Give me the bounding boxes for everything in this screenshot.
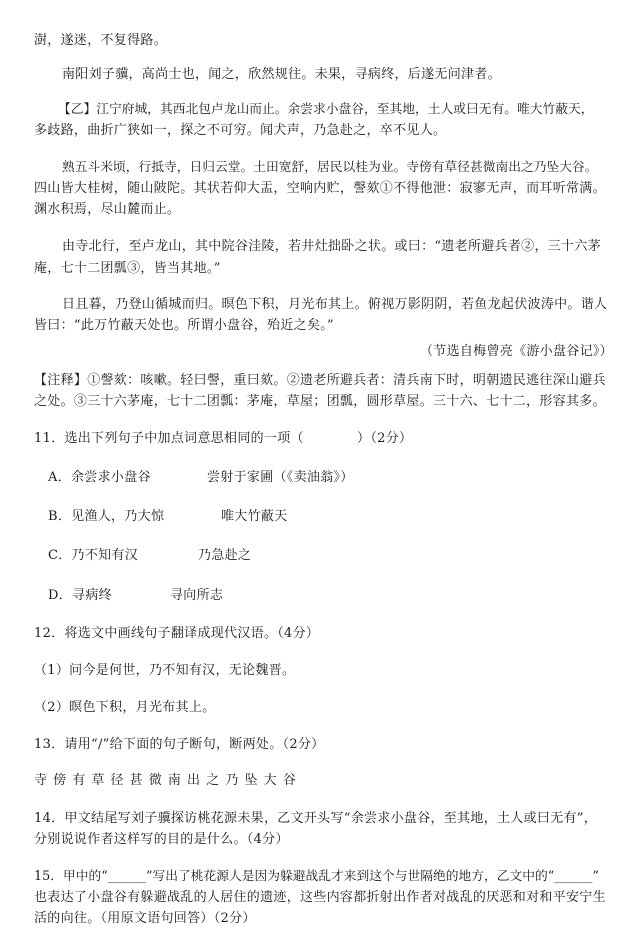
option-d-left: D．寻病终 bbox=[48, 588, 112, 603]
source-citation: （节选自梅曾亮《游小盘谷记》） bbox=[419, 344, 613, 359]
text-line-11: 皆曰：“此万竹蔽天处也。所谓小盘谷，殆近之矣。” bbox=[34, 318, 334, 333]
question-11: 11．选出下列句子中加点词意思相同的一项（ ）（2分） bbox=[34, 431, 413, 446]
question-14-line-1: 14．甲文结尾写刘子骥探访桃花源未果，乙文开头写“余尝求小盘谷，至其地，土人或曰无有”， bbox=[34, 811, 598, 826]
option-c-left: C．乃不知有汉 bbox=[48, 548, 139, 563]
option-a-left: A．余尝求小盘谷 bbox=[48, 470, 151, 485]
option-c-right: 乃急赴之 bbox=[198, 548, 252, 563]
annotation-line-2: 之处。③三十六茅庵，七十二团瓢：茅庵，草屋；团瓢，圆形草屋。三十六、七十二，形容其多。 bbox=[34, 394, 606, 409]
text-line-8: 由寺北行，至卢龙山，其中院谷洼陵，若井灶拙卧之状。或曰：“遗老所避兵者②，三十六茅 bbox=[62, 239, 601, 254]
text-line-3: 【乙】江宁府城，其西北包卢龙山而止。余尝求小盘谷，至其地，土人或曰无有。唯大竹蔽天， bbox=[58, 102, 594, 117]
question-15-line-1: 15．甲中的“______”写出了桃花源人是因为躲避战乱才来到这个与世隔绝的地方，乙文中的“______” bbox=[34, 869, 600, 884]
question-12-part-2: （2）暝色下积，月光布其上。 bbox=[34, 700, 216, 715]
text-line-9: 庵，七十二团瓢③，皆当其地。” bbox=[34, 261, 221, 276]
annotation-line-1: 【注释】①謦欬：咳嗽。轻曰謦，重曰欬。②遗老所避兵者：清兵南下时，明朝遗民逃往深山避兵 bbox=[34, 373, 606, 388]
option-b-right: 唯大竹蔽天 bbox=[221, 509, 288, 524]
text-line-2: 南阳刘子骥，高尚士也，闻之，欣然规往。未果，寻病终，后遂无问津者。 bbox=[62, 67, 501, 82]
question-12: 12．将选文中画线句子翻译成现代汉语。（4分） bbox=[34, 626, 320, 641]
text-line-10: 日且暮，乃登山循城而归。暝色下积，月光布其上。俯视万影阴阴，若鱼龙起伏波涛中。谐人 bbox=[62, 297, 608, 312]
text-line-7: 渊水积焉，尽山麓而止。 bbox=[34, 202, 181, 217]
text-line-1: 澍，遂迷，不复得路。 bbox=[34, 33, 168, 48]
text-line-4: 多歧路，曲折广狭如一，探之不可穷。闻犬声，乃急赴之，卒不见人。 bbox=[34, 123, 447, 138]
question-14-line-2: 分别说说作者这样写的目的是什么。（4分） bbox=[34, 832, 289, 847]
option-a-right: 尝射于家圃（《卖油翁》） bbox=[207, 470, 354, 485]
question-13-sentence: 寺 傍 有 草 径 甚 微 南 出 之 乃 坠 大 谷 bbox=[34, 773, 297, 788]
option-b-left: B．见渔人，乃大惊 bbox=[48, 509, 165, 524]
text-line-6: 四山皆大桂树，随山陂陀。其状若仰大盂，空响内贮，謦欬①不得他泄：寂寥无声，而耳听常满。 bbox=[34, 181, 606, 196]
question-15-line-3: 活的向往。（用原文语句回答）（2分） bbox=[34, 911, 256, 926]
option-d-right: 寻向所志 bbox=[170, 588, 224, 603]
question-12-part-1: （1）问今是何世，乃不知有汉，无论魏晋。 bbox=[34, 663, 296, 678]
question-15-line-2: 也表达了小盘谷有躲避战乱的人居住的遗迹，这些内容都折射出作者对战乱的厌恶和对和平安宁生 bbox=[34, 890, 606, 905]
question-13: 13．请用“/”给下面的句子断句，断两处。（2分） bbox=[34, 737, 325, 752]
text-line-5: 熟五斗米顷，行抵寺，日归云堂。土田宽舒，居民以桂为业。寺傍有草径甚微南出之乃坠大谷。 bbox=[62, 160, 598, 175]
